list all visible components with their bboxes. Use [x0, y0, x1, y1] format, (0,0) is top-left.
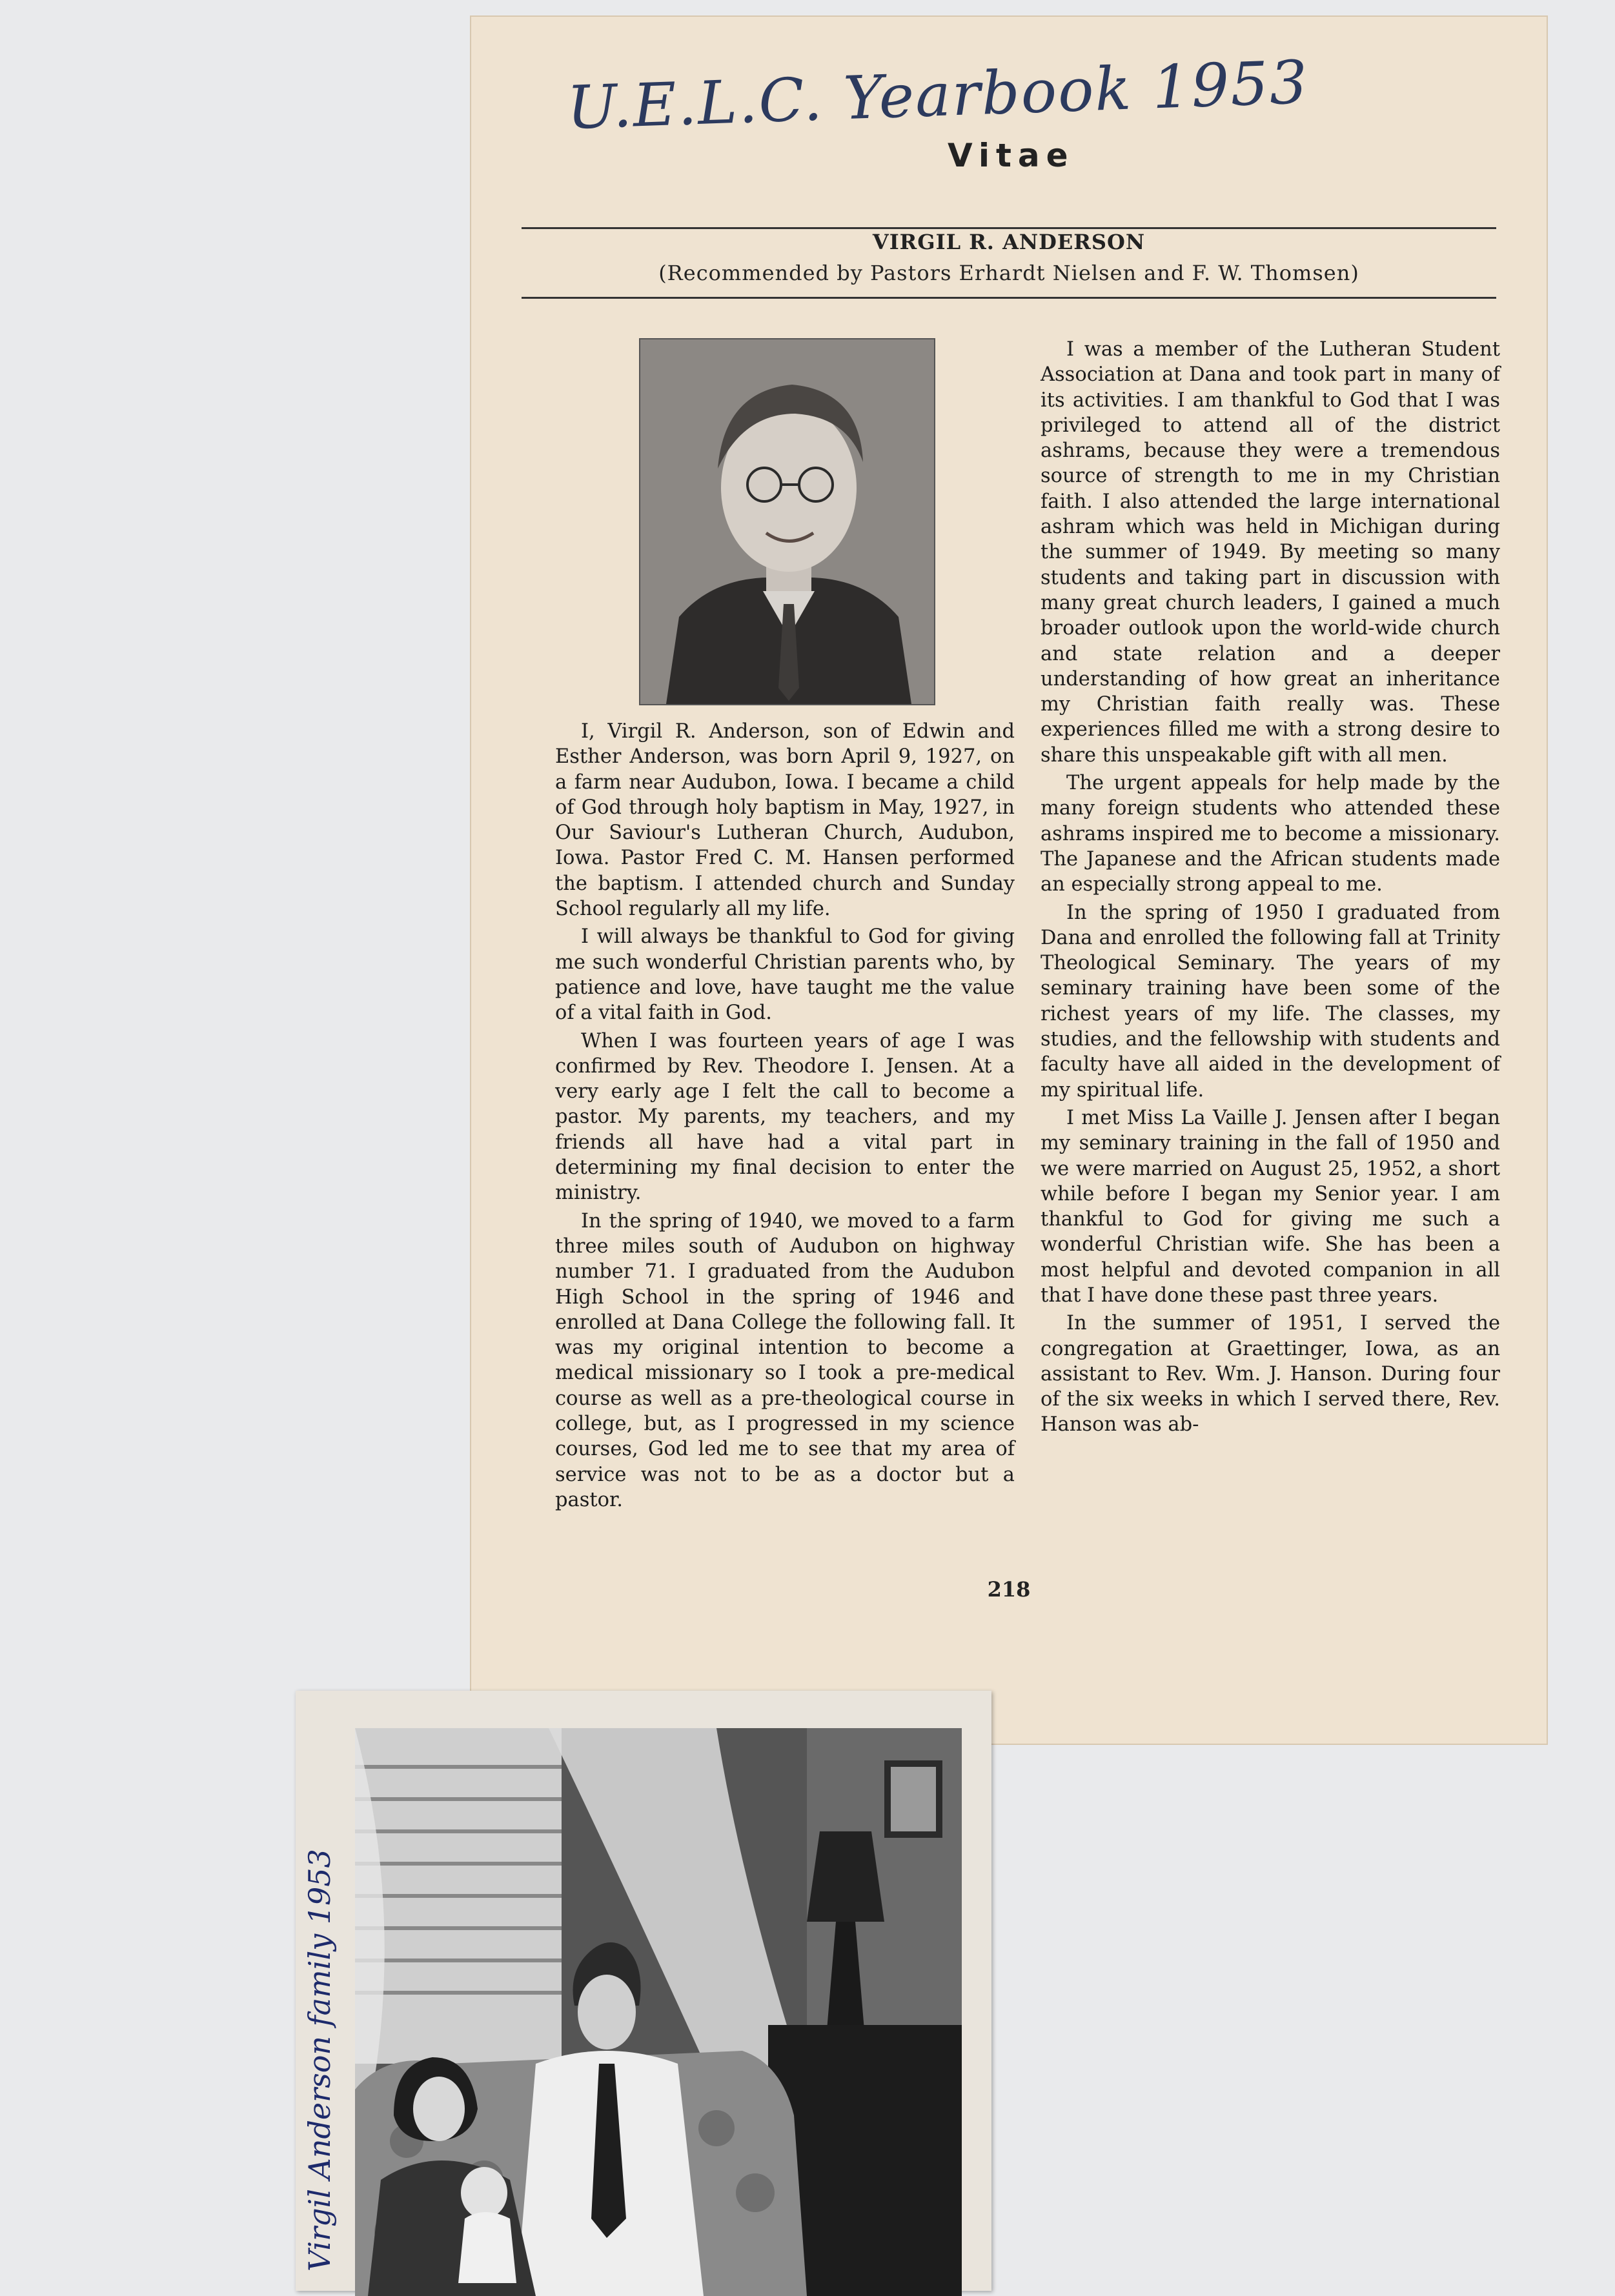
- handwritten-title: U.E.L.C. Yearbook 1953: [565, 47, 1310, 143]
- paragraph: In the summer of 1951, I served the congregation at Graettinger, Iowa, as an assistant to Rev. Wm. J. Hanson. During four of the six weeks in which I served there, Rev. Hanson was ab-: [1041, 1312, 1500, 1436]
- paragraph: The urgent appeals for help made by the many foreign students who attended these ashrams inspired me to become a missionary. The Japanese and the African students made an especially strong appeal to me.: [1041, 772, 1500, 896]
- paragraph: In the spring of 1950 I graduated from Dana and enrolled the following fall at Trinity Theological Seminary. The years of my seminary training have been some of the richest years of my life. The classes, my studies, and the fellowship with students and faculty have all aided in the development of my spiritual life.: [1041, 901, 1500, 1102]
- section-heading: Vitae: [948, 137, 1075, 174]
- portrait-image: [640, 339, 934, 704]
- family-photo: [355, 1728, 962, 2296]
- family-photo-print: [296, 1691, 991, 2291]
- left-column: [555, 719, 1015, 1515]
- right-column: [1041, 337, 1500, 1440]
- paragraph: I met Miss La Vaille J. Jensen after I began my seminary training in the fall of 1950 and we were married on August 25, 1952, a short while before I began my Senior year. I am thankful to God for giving me such a wonderful Christian wife. She has been a most helpful and devoted companion in all that I have done these past three years.: [1041, 1106, 1500, 1307]
- paragraph: I was a member of the Lutheran Student Association at Dana and took part in many of its activities. I am thankful to God that I was privileged to attend all of the district ashrams, because they were a tremendous source of strength to me in my Christian faith. I also attended the large international ashram which was held in Michigan during the summer of 1949. By meeting so many students and taking part in discussion with many great church leaders, I gained a much broader outlook upon the world-wide church and state relation and a deeper understanding of how great an inheritance my Christian faith really was. These experiences filled me with a strong desire to share this unspeakable gift with all men.: [1041, 338, 1500, 767]
- paragraph: I, Virgil R. Anderson, son of Edwin and Esther Anderson, was born April 9, 1927, on a farm near Audubon, Iowa. I became a child of God through holy baptism in May, 1927, in Our Saviour's Lutheran Church, Audubon, Iowa. Pastor Fred C. M. Hansen performed the baptism. I attended church and Sunday School regularly all my life.: [555, 720, 1015, 921]
- paragraph: I will always be thankful to God for giving me such wonderful Christian parents who, by patience and love, have taught me the value of a vital faith in God.: [555, 925, 1015, 1025]
- page-number: 218: [987, 1577, 1031, 1602]
- recommended-by: (Recommended by Pastors Erhardt Nielsen and F. W. Thomsen): [658, 261, 1359, 285]
- paragraph: When I was fourteen years of age I was confirmed by Rev. Theodore I. Jensen. At a very early age I felt the call to become a pastor. My parents, my teachers, and my friends all have had a vital part in determining my final decision to enter the ministry.: [555, 1029, 1015, 1205]
- paragraph: In the spring of 1940, we moved to a farm three miles south of Audubon on highway number 71. I graduated from the Audubon High School in the spring of 1946 and enrolled at Dana College the following fall. It was my original intention to become a medical missionary so I took a pre-medical course as well as a pre-theological course in college, but, as I progressed in my science courses, God led me to see that my area of service was not to be as a doctor but a pastor.: [555, 1209, 1015, 1511]
- author-name: VIRGIL R. ANDERSON: [872, 230, 1146, 254]
- top-rule: [522, 227, 1496, 229]
- photo-caption: Virgil Anderson family 1953: [302, 1849, 337, 2271]
- family-photo-image: [355, 1728, 962, 2296]
- bottom-rule: [522, 297, 1496, 299]
- yearbook-clipping: [470, 15, 1548, 1745]
- portrait-photo: [639, 338, 935, 705]
